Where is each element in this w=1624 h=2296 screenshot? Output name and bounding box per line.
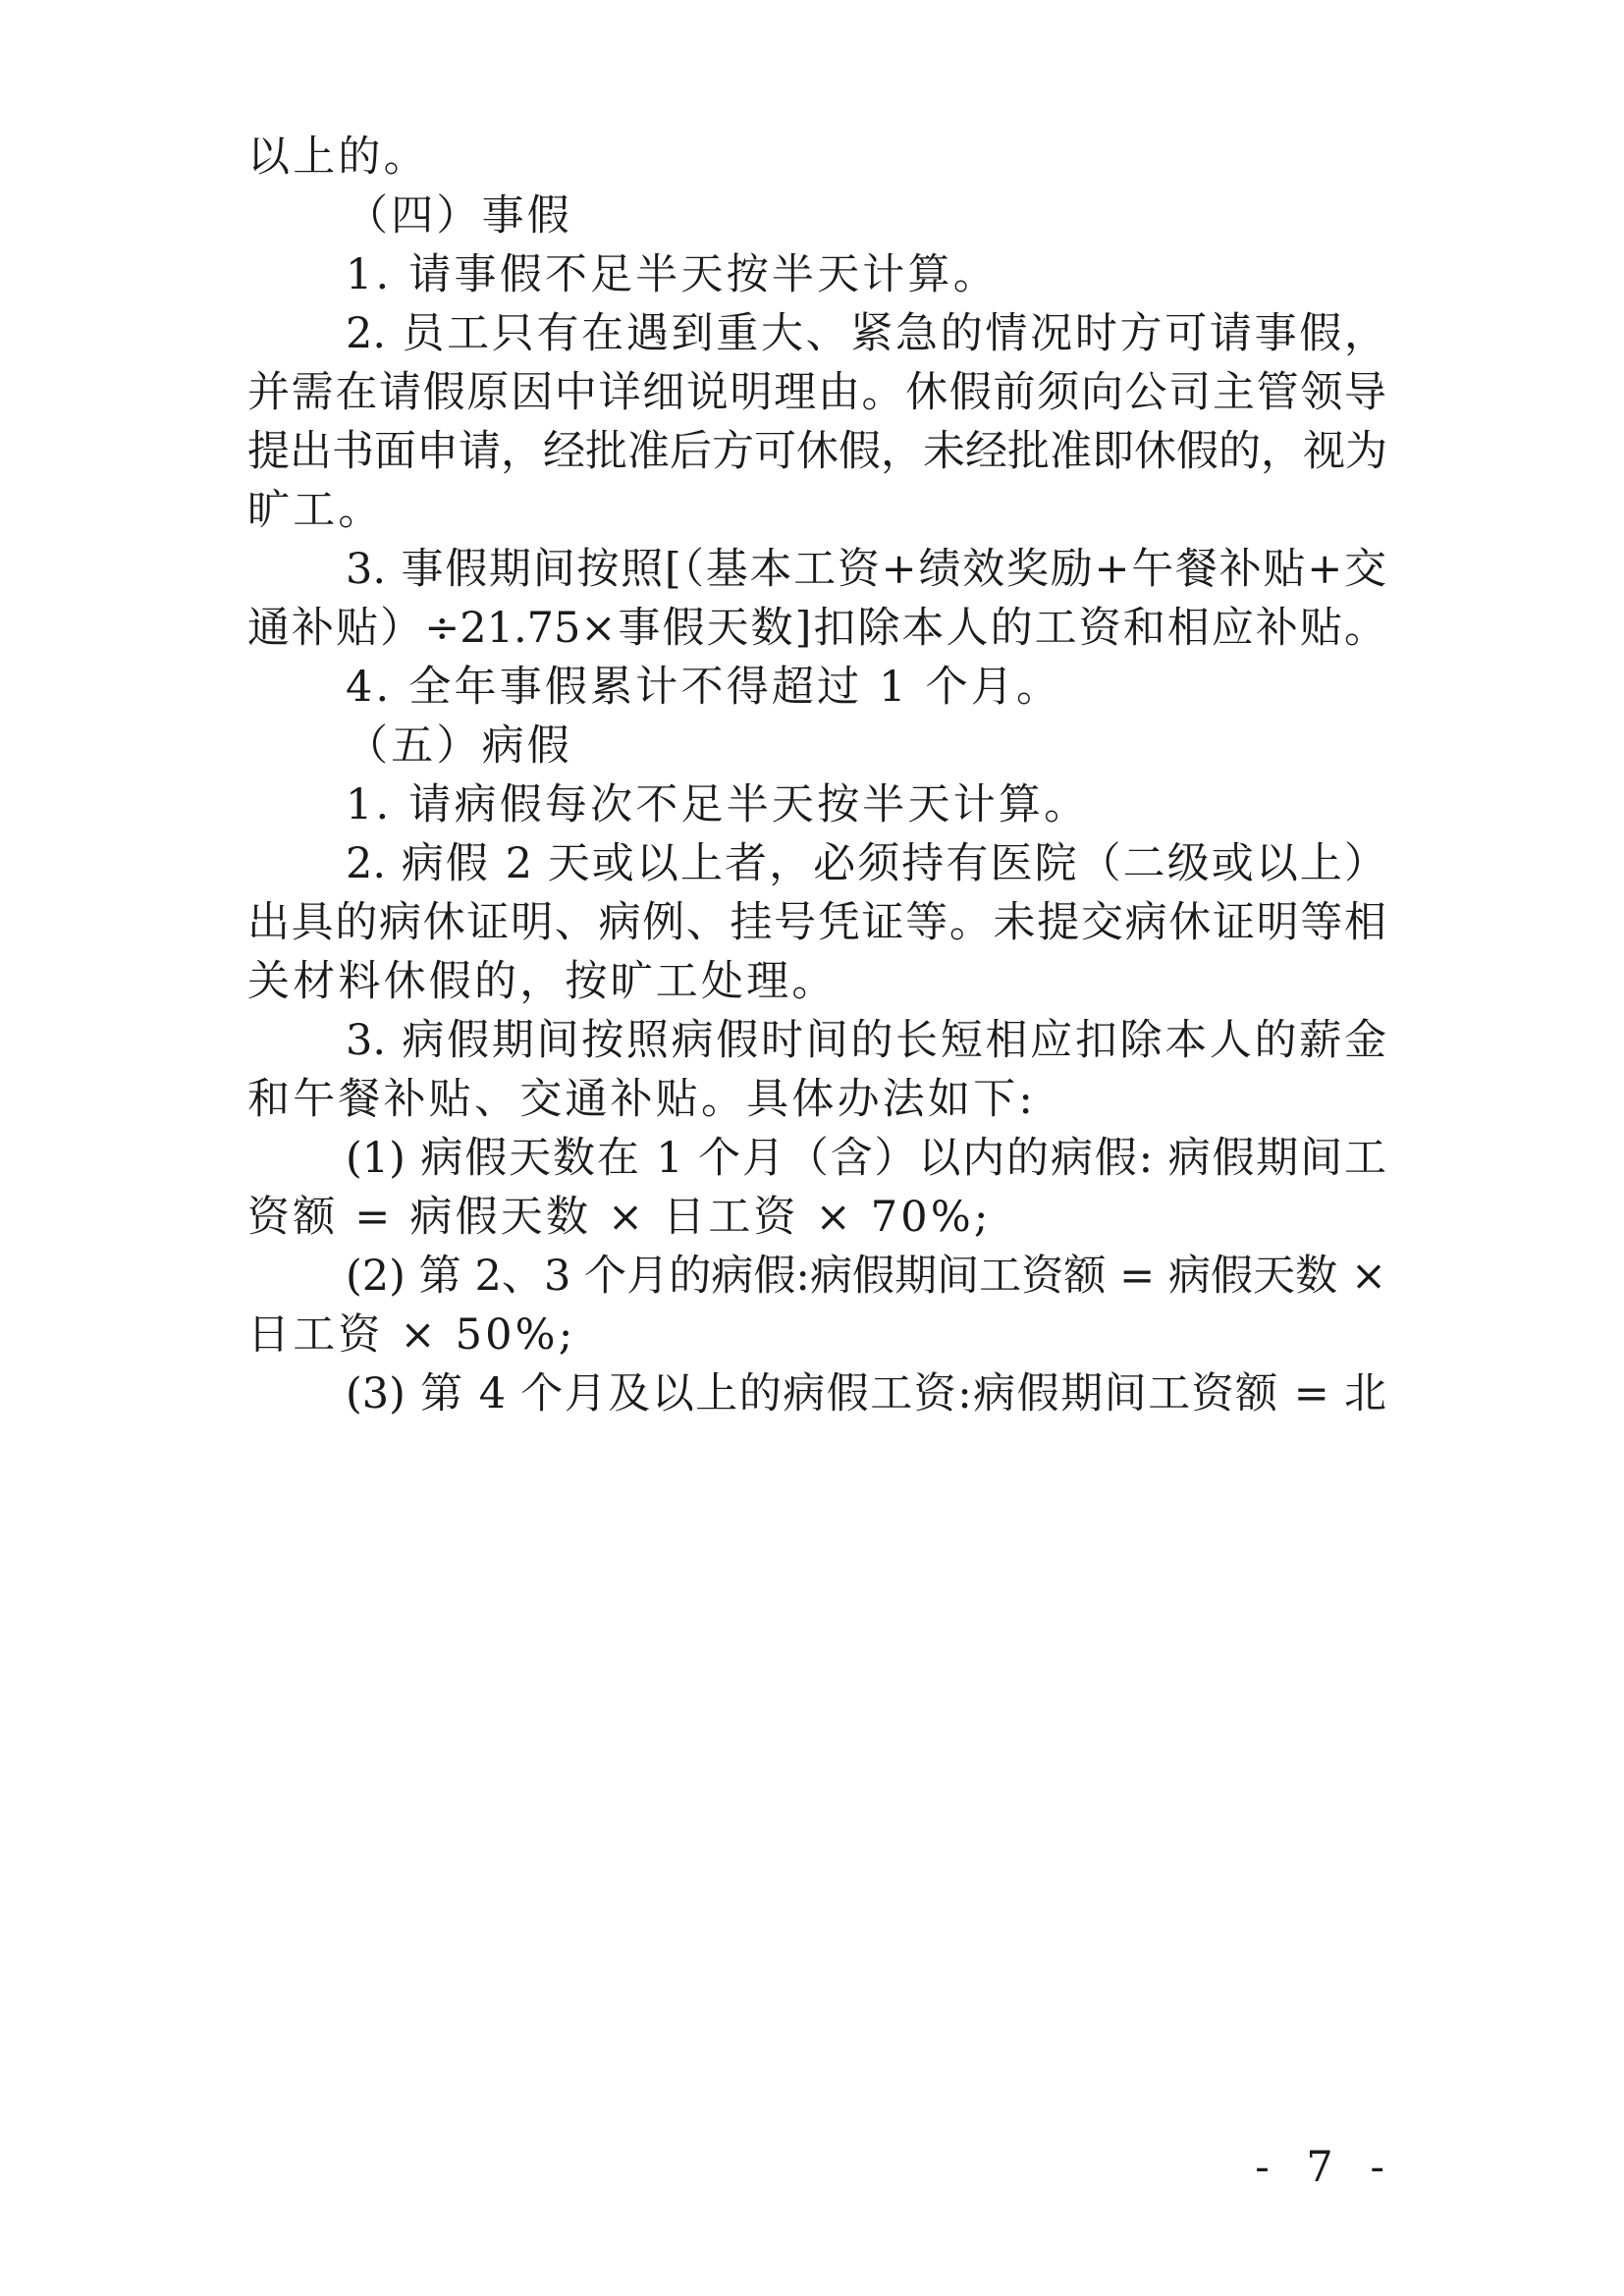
text-line: 旷工。 [247,486,384,535]
text-line: 和午餐补贴、交通补贴。具体办法如下: [247,1075,1037,1124]
text-line: 通补贴）÷21.75×事假天数]扣除本人的工资和相应补贴。 [247,604,1386,653]
text-line: 2. 病假 2 天或以上者，必须持有医院（二级或以上） [346,839,1386,888]
text-line: 1. 请事假不足半天按半天计算。 [346,250,999,299]
text-line: (2) 第 2、3 个月的病假:病假期间工资额 = 病假天数 × [346,1252,1386,1301]
text-line: 3. 事假期间按照[（基本工资+绩效奖励+午餐补贴+交 [346,545,1386,594]
section-heading: （四）事假 [346,191,572,240]
text-line: 4. 全年事假累计不得超过 1 个月。 [346,663,1062,712]
text-line: 并需在请假原因中详细说明理由。休假前须向公司主管领导 [247,368,1386,417]
text-line: 2. 员工只有在遇到重大、紧急的情况时方可请事假， [346,309,1386,358]
page-number: - 7 - [1255,2143,1396,2192]
text-line: 提出书面申请，经批准后方可休假，未经批准即休假的，视为 [247,427,1387,476]
text-line: (1) 病假天数在 1 个月（含）以内的病假: 病假期间工 [346,1134,1386,1183]
text-line: 1. 请病假每次不足半天按半天计算。 [346,780,1090,829]
text-line: 关材料休假的，按旷工处理。 [247,957,838,1006]
text-line: 资额 = 病假天数 × 日工资 × 70%; [247,1193,992,1242]
text-line: 3. 病假期间按照病假时间的长短相应扣除本人的薪金 [346,1016,1386,1065]
text-line: 日工资 × 50%; [247,1310,576,1360]
text-line: 以上的。 [247,133,429,182]
section-heading: （五）病假 [346,721,572,771]
text-line: (3) 第 4 个月及以上的病假工资:病假期间工资额 = 北 [346,1369,1386,1418]
text-line: 出具的病休证明、病例、挂号凭证等。未提交病休证明等相 [247,898,1386,947]
